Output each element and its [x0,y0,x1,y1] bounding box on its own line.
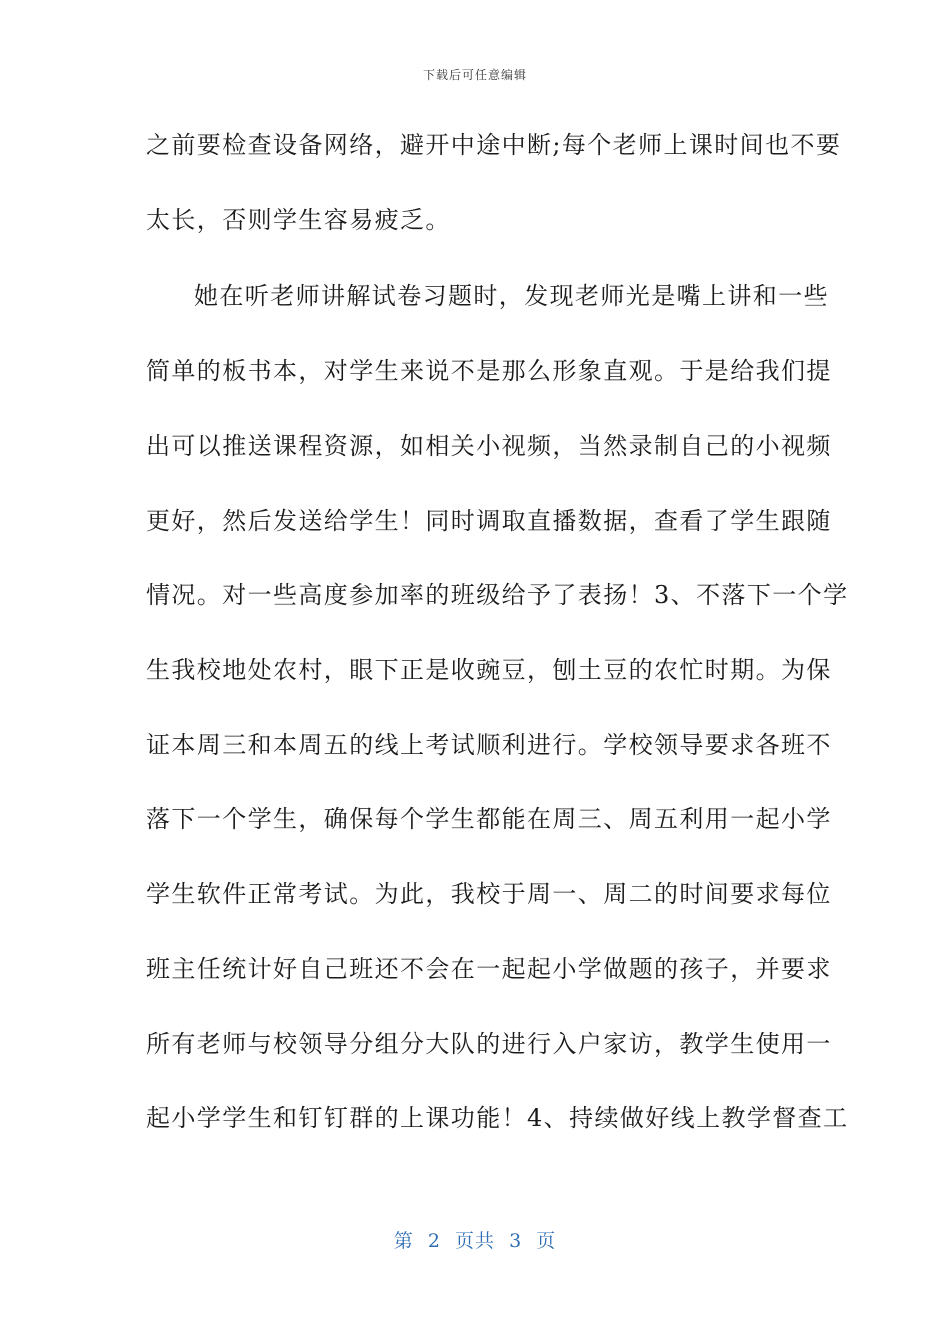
paragraph-first-line: 她在听老师讲解试卷习题时，发现老师光是嘴上讲和一些 [194,282,829,310]
body-line: 之前要检查设备网络，避开中途中断;每个老师上课时间也不要 [146,131,842,159]
body-line: 更好，然后发送给学生！同时调取直播数据，查看了学生跟随 [146,507,832,535]
body-line: 所有老师与校领导分组分大队的进行入户家访，教学生使用一 [146,1030,832,1058]
page-number-footer: 第 2 页共 3 页 [393,1230,557,1252]
body-line: 证本周三和本周五的线上考试顺利进行。学校领导要求各班不 [146,731,832,759]
body-line: 落下一个学生，确保每个学生都能在周三、周五利用一起小学 [146,805,832,833]
body-line: 班主任统计好自己班还不会在一起起小学做题的孩子，并要求 [146,955,832,983]
body-line: 情况。对一些高度参加率的班级给予了表扬！3、不落下一个学 [146,581,849,609]
body-line: 简单的板书本，对学生来说不是那么形象直观。于是给我们提 [146,357,832,385]
body-line: 太长，否则学生容易疲乏。 [146,206,451,234]
body-line: 起小学学生和钉钉群的上课功能！4、持续做好线上教学督查工 [146,1104,849,1132]
body-line: 学生软件正常考试。为此，我校于周一、周二的时间要求每位 [146,880,832,908]
body-line: 出可以推送课程资源，如相关小视频，当然录制自己的小视频 [146,432,832,460]
body-line: 生我校地处农村，眼下正是收豌豆，刨土豆的农忙时期。为保 [146,656,832,684]
page-header: 下载后可任意编辑 [422,68,527,82]
